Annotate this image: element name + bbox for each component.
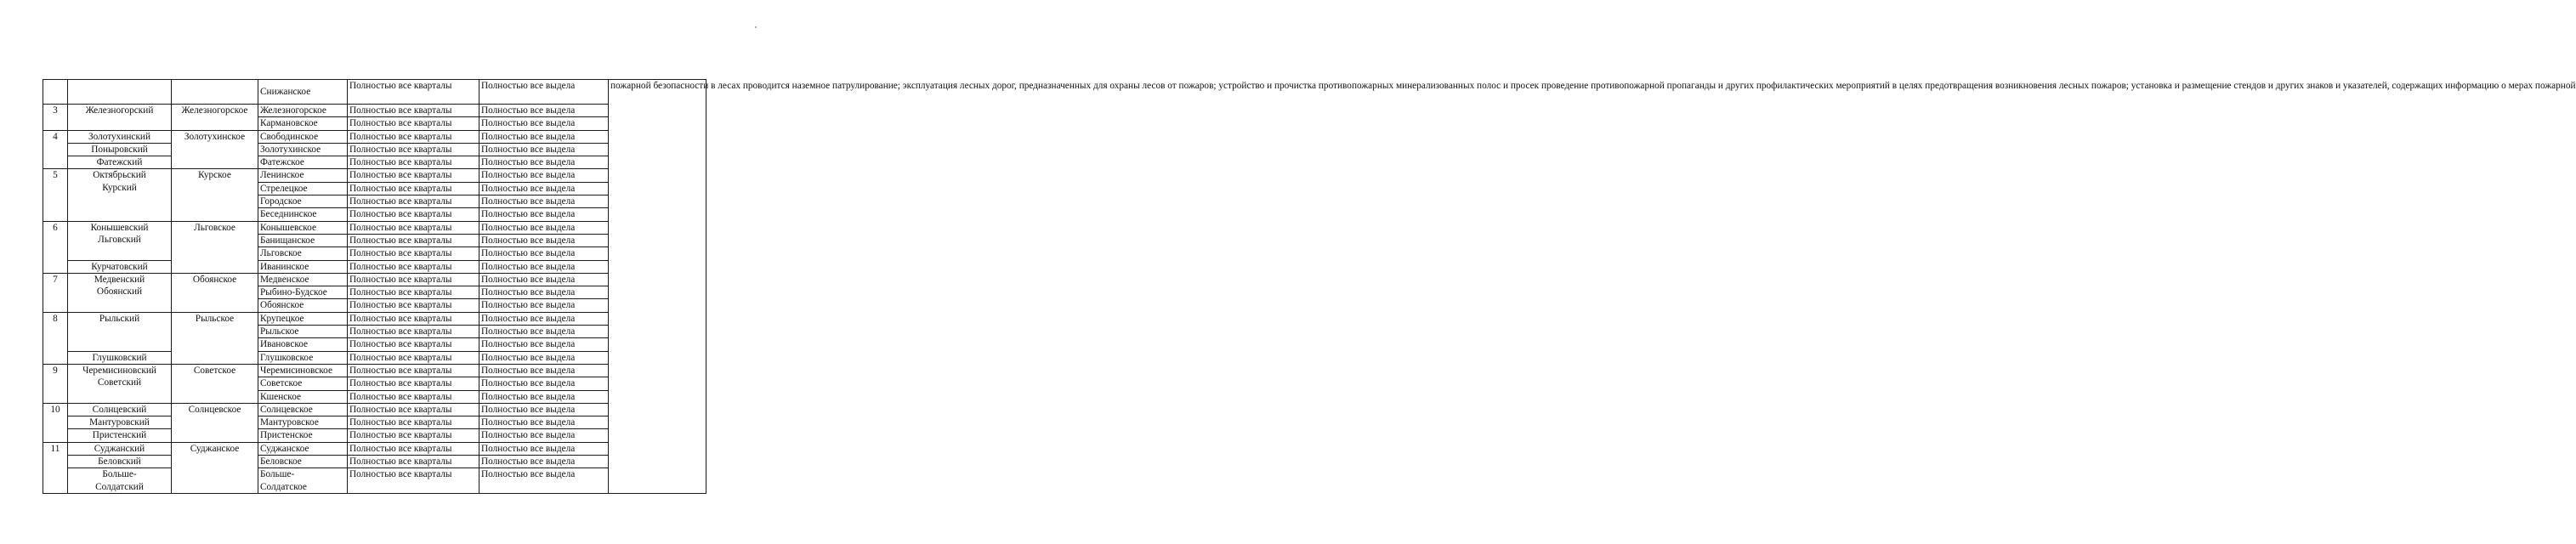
tract-cell: Суджанское [258,442,348,455]
compartments-cell: Полностью все выдела [479,456,609,468]
tract-cell: Крупецкое [258,312,348,325]
compartments-cell: Полностью все выдела [479,377,609,390]
table-row [43,416,706,429]
district-line: Черемисиновский [82,365,156,376]
table-row [43,260,706,273]
measures-cell: пожарной безопасности в лесах проводится наземное патрулирование; эксплуатация лесных дорог, предназначенных для охраны лесов от пожаров; устройство и прочистка противопожарных минерализованных полос и просек проведение противопожарной пропаганды и других профилактических мероприятий в целях предотвращения возникновения лесных пожаров; установка и размещение стендов и других знаков и указателей, содержащих информацию о мерах пожарной [609,80,706,494]
table-row [43,351,706,364]
tract-cell: Глушковское [258,351,348,364]
tract-cell: Кшенское [258,390,348,403]
district-line: Конышевский [90,222,149,233]
district-cell: Рыльский [68,312,172,351]
district-cell: Фатежский [68,156,172,169]
quarters-cell: Полностью все кварталы [348,468,479,493]
quarters-cell: Полностью все кварталы [348,416,479,429]
compartments-cell: Полностью все выдела [479,364,609,377]
row-number-cell: 7 [43,273,68,312]
quarters-cell: Полностью все кварталы [348,105,479,117]
compartments-cell: Полностью все выдела [479,156,609,169]
district-line: Обоянский [96,286,143,298]
tract-cell: Ивановское [258,338,348,351]
row-number-cell: 10 [43,403,68,442]
tract-cell: Беловское [258,456,348,468]
forestry-cell: Советское [172,364,258,403]
quarters-cell: Полностью все кварталы [348,208,479,221]
compartments-cell: Полностью все выдела [479,403,609,416]
compartments-cell: Полностью все выдела [479,442,609,455]
compartments-cell: Полностью все выдела [479,429,609,442]
compartments-cell: Полностью все выдела [479,390,609,403]
tract-cell: Беседнинское [258,208,348,221]
district-line: Медвенский [94,274,145,285]
quarters-cell: Полностью все кварталы [348,312,479,325]
table-row [43,468,706,493]
district-cell: Глушковский [68,351,172,364]
table-row [43,156,706,169]
quarters-cell: Полностью все кварталы [348,351,479,364]
district-cell [68,273,172,312]
table-row [43,105,706,117]
forestry-cell: Золотухинское [172,130,258,169]
forestry-cell: Льговское [172,221,258,273]
forestry-cell: Курское [172,169,258,221]
quarters-cell: Полностью все кварталы [348,299,479,312]
forestry-cell: Железногорское [172,105,258,131]
district-cell [68,468,172,493]
tract-cell: Золотухинское [258,143,348,156]
compartments-cell: Полностью все выдела [479,143,609,156]
district-cell [68,221,172,260]
compartments-cell: Полностью все выдела [479,468,609,493]
quarters-cell: Полностью все кварталы [348,80,479,105]
tract-cell: Фатежское [258,156,348,169]
tract-cell: Городское [258,196,348,208]
compartments-cell: Полностью все выдела [479,351,609,364]
compartments-cell: Полностью все выдела [479,312,609,325]
quarters-cell: Полностью все кварталы [348,338,479,351]
compartments-cell: Полностью все выдела [479,80,609,105]
tract-cell: Рыбино-Будское [258,286,348,299]
compartments-cell: Полностью все выдела [479,117,609,130]
row-number-cell: 6 [43,221,68,273]
district-cell [68,364,172,403]
table-row [43,442,706,455]
district-cell: Беловский [68,456,172,468]
table-row [43,221,706,234]
compartments-cell: Полностью все выдела [479,130,609,143]
district-cell: Суджанский [68,442,172,455]
district-cell: Пристенский [68,429,172,442]
table-row [43,456,706,468]
tract-cell: Ленинское [258,169,348,182]
tract-cell: Обоянское [258,299,348,312]
tract-cell: Черемисиновское [258,364,348,377]
compartments-cell: Полностью все выдела [479,273,609,286]
district-line: Больше- [102,469,137,480]
district-cell: Золотухинский [68,130,172,143]
compartments-cell: Полностью все выдела [479,338,609,351]
compartments-cell: Полностью все выдела [479,416,609,429]
forestry-cell: Обоянское [172,273,258,312]
table-row [43,130,706,143]
quarters-cell: Полностью все кварталы [348,456,479,468]
tract-cell: Кармановское [258,117,348,130]
table-row [43,80,706,105]
tract-cell [258,468,348,493]
quarters-cell: Полностью все кварталы [348,390,479,403]
tract-cell: Снижанское [258,80,348,105]
compartments-cell: Полностью все выдела [479,299,609,312]
quarters-cell: Полностью все кварталы [348,326,479,338]
tract-cell: Льговское [258,247,348,260]
row-number-cell: 8 [43,312,68,364]
district-line: Солдатский [95,481,144,492]
compartments-cell: Полностью все выдела [479,182,609,195]
compartments-cell: Полностью все выдела [479,105,609,117]
quarters-cell: Полностью все кварталы [348,364,479,377]
quarters-cell: Полностью все кварталы [348,169,479,182]
quarters-cell: Полностью все кварталы [348,273,479,286]
row-number-cell: 4 [43,130,68,169]
table-row [43,143,706,156]
forest-table [43,79,2576,494]
district-line: Октябрьский [93,170,146,181]
table-row [43,312,706,325]
compartments-cell: Полностью все выдела [479,169,609,182]
quarters-cell: Полностью все кварталы [348,117,479,130]
compartments-cell: Полностью все выдела [479,196,609,208]
tract-line: Больше- [260,469,295,480]
quarters-cell: Полностью все кварталы [348,286,479,299]
quarters-cell: Полностью все кварталы [348,143,479,156]
district-cell [68,169,172,221]
district-line: Курский [102,182,137,193]
district-cell [68,80,172,105]
quarters-cell: Полностью все кварталы [348,260,479,273]
row-number-cell: 3 [43,105,68,131]
tract-cell: Медвенское [258,273,348,286]
quarters-cell: Полностью все кварталы [348,377,479,390]
compartments-cell: Полностью все выдела [479,286,609,299]
tract-cell: Рыльское [258,326,348,338]
quarters-cell: Полностью все кварталы [348,403,479,416]
table-row [43,403,706,416]
forestry-cell: Рыльское [172,312,258,364]
district-cell: Поныровский [68,143,172,156]
quarters-cell: Полностью все кварталы [348,247,479,260]
quarters-cell: Полностью все кварталы [348,234,479,246]
tract-cell: Мантуровское [258,416,348,429]
district-line: Льговский [98,234,141,245]
row-number-cell: 11 [43,442,68,493]
tract-cell: Банищанское [258,234,348,246]
tract-cell: Свободинское [258,130,348,143]
quarters-cell: Полностью все кварталы [348,130,479,143]
quarters-cell: Полностью все кварталы [348,221,479,234]
forestry-cell [172,80,258,105]
forestry-cell: Суджанское [172,442,258,493]
table-row [43,364,706,377]
quarters-cell: Полностью все кварталы [348,156,479,169]
table-row [43,273,706,286]
tract-cell: Советское [258,377,348,390]
quarters-cell: Полностью все кварталы [348,429,479,442]
scan-speck [755,26,757,28]
row-number-cell: 9 [43,364,68,403]
tract-cell: Стрелецкое [258,182,348,195]
compartments-cell: Полностью все выдела [479,234,609,246]
tract-cell: Солнцевское [258,403,348,416]
forestry-cell: Солнцевское [172,403,258,442]
district-cell: Солнцевский [68,403,172,416]
tract-cell: Пристенское [258,429,348,442]
tract-line: Солдатское [260,481,307,492]
compartments-cell: Полностью все выдела [479,260,609,273]
table-row [43,169,706,182]
compartments-cell: Полностью все выдела [479,221,609,234]
row-number-cell [43,80,68,105]
row-number-cell: 5 [43,169,68,221]
quarters-cell: Полностью все кварталы [348,442,479,455]
compartments-cell: Полностью все выдела [479,208,609,221]
tract-cell: Иванинское [258,260,348,273]
district-line: Советский [97,377,142,388]
district-cell: Курчатовский [68,260,172,273]
compartments-cell: Полностью все выдела [479,326,609,338]
district-cell: Железногорский [68,105,172,131]
compartments-cell: Полностью все выдела [479,247,609,260]
table-row [43,429,706,442]
district-cell: Мантуровский [68,416,172,429]
quarters-cell: Полностью все кварталы [348,182,479,195]
quarters-cell: Полностью все кварталы [348,196,479,208]
tract-cell: Конышевское [258,221,348,234]
tract-cell: Железногорское [258,105,348,117]
